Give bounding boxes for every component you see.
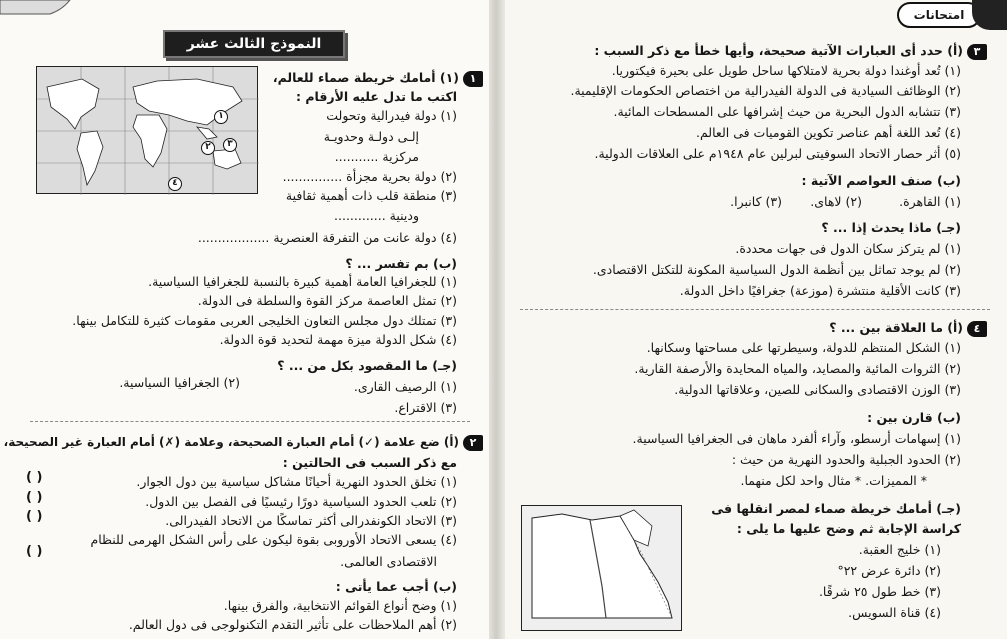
answer-paren: ( ) [26, 509, 43, 524]
q3-number-badge: ٣ [967, 44, 987, 60]
q1-b-header: (ب) بم تفسر ... ؟ [345, 256, 457, 271]
q1-item: ودينية ............. [334, 208, 419, 223]
q3-b-item: (٣) كانبرا. [730, 194, 782, 209]
q3-b-header: (ب) صنف العواصم الآتية : [801, 173, 961, 188]
q1-c-header: (جـ) ما المقصود بكل من ... ؟ [277, 358, 457, 373]
q4-b-item: (٢) الحدود الجبلية والحدود النهرية من حيث : [731, 452, 961, 467]
q3-c-header: (جـ) ماذا يحدث إذا ... ؟ [821, 220, 961, 235]
q4-number-badge: ٤ [967, 321, 987, 337]
book-gutter [489, 0, 505, 639]
q1-item: (١) دولة فيدرالية وتحولت [326, 108, 457, 123]
q1-item: (٣) منطقة قلب ذات أهمية ثقافية [285, 188, 457, 203]
q1-prompt-text: أمامك خريطة صماء للعالم، [272, 70, 436, 85]
q4-c-item: (٣) خط طول ٢٥ شرقًا. [818, 584, 941, 599]
q2-item: (٤) يسعى الاتحاد الأوروبى بقوة ليكون على رأس الشكل الهرمى للنظام [90, 532, 457, 547]
answer-paren: ( ) [26, 470, 43, 485]
section-divider [30, 421, 470, 422]
q3-b-item: (٢) لاهاى. [810, 194, 862, 209]
q1-c-item: (٣) الاقتراع. [394, 400, 457, 415]
section-divider [520, 309, 990, 310]
map-marker-1: ١ [214, 110, 228, 124]
q1-instruction: اكتب ما تدل عليه الأرقام : [296, 89, 457, 104]
q2-prompt-text: (أ) ضع علامة (✓) أمام العبارة الصحيحة، وعلامة (✗) أمام العبارة غير الصحيحة، [3, 435, 459, 449]
q3-c-item: (٢) لم يوجد تماثل بين أنظمة الدول السياسية المكونة للتكتل الاقتصادى. [592, 262, 961, 277]
q4-c-item: (١) خليج العقبة. [858, 542, 941, 557]
answer-paren: ( ) [26, 490, 43, 505]
map-marker-3: ٣ [223, 138, 237, 152]
q1-item: إلـى دولـة وحدويـة [323, 129, 419, 144]
q3-prompt [594, 42, 987, 60]
q3-item: (١) تُعد أوغندا دولة بحرية لامتلاكها ساحل طويل على بحيرة فيكتوريا. [611, 63, 961, 78]
q3-c-item: (١) لم يتركز سكان الدول فى جهات محددة. [735, 241, 961, 256]
answer-paren: ( ) [26, 544, 43, 559]
q4-c-header-2: كراسة الإجابة ثم وضح عليها ما يلى : [736, 521, 961, 536]
q3-b-item: (١) القاهرة. [899, 194, 961, 209]
left-page [0, 0, 496, 639]
q3-item: (٥) أثر حصار الاتحاد السوفيتى لبرلين عام ١٩٤٨م على العلاقات الدولية. [594, 146, 961, 161]
q4-c-item: (٢) دائرة عرض ٢٢° [837, 563, 941, 578]
q2-item: (١) تخلق الحدود النهرية أحيانًا مشاكل سياسية بين دول الجوار. [136, 474, 457, 489]
q1-number-badge: ١ [463, 71, 483, 87]
q1-prompt: ١(١) أمامك خريطة صماء للعالم، [273, 69, 483, 87]
q1-c-item: (١) الرصيف القارى. [353, 379, 457, 394]
q1-item: (٢) دولة بحرية مجزأة ............... [282, 169, 457, 184]
q4-c-header: (جـ) أمامك خريطة صماء لمصر انقلها فى [711, 501, 961, 516]
q4-b-header: (ب) قارن بين : [867, 410, 961, 425]
q2-item: (٢) تلعب الحدود السياسية دورًا رئيسيًا فى الفصل بين الدول. [145, 494, 457, 509]
map-marker-4: ٤ [168, 177, 182, 191]
map-marker-2: ٢ [201, 141, 215, 155]
corner-decoration [0, 0, 80, 18]
q2-prompt [4, 433, 483, 451]
q3-c-item: (٣) كانت الأقلية منتشرة (موزعة) جغرافيًا داخل الدولة. [679, 283, 961, 298]
q4-b-item: (١) إسهامات أرسطو، وآراء ألفرد ماهان فى الجغرافيا السياسية. [632, 431, 961, 446]
q1-b-item: (٣) تمتلك دول مجلس التعاون الخليجى العربى مقومات كثيرة للتكامل بينها. [72, 313, 457, 328]
q3-item: (٤) تُعد اللغة أهم عناصر تكوين القوميات فى العالم. [696, 125, 961, 140]
q1-b-item: (١) للجغرافيا العامة أهمية كبيرة بالنسبة للجغرافيا السياسية. [148, 274, 457, 289]
q1-b-item: (٤) شكل الدولة ميزة مهمة لتحديد قوة الدولة. [219, 332, 457, 347]
q2-b-item: (٢) أهم الملاحظات على تأثير التقدم التكنولوجى فى دول العالم. [128, 617, 457, 632]
world-map [36, 66, 258, 194]
q2-b-item: (١) وضح أنواع القوائم الانتخابية، والفرق بينها. [223, 598, 457, 613]
q1-item: مركزية ........... [334, 149, 419, 164]
tab-corner-decoration [972, 0, 1007, 30]
q3-prompt-text: (أ) حدد أى العبارات الآتية صحيحة، وأيها خطأ مع ذكر السبب : [594, 43, 963, 58]
q2-number-badge: ٢ [463, 435, 483, 451]
model-title: النموذج الثالث عشر [163, 30, 345, 58]
q4-item: (٣) الوزن الاقتصادى والسكانى للصين، وعلاقاتها الدولية. [674, 382, 961, 397]
q3-item: (٢) الوظائف السيادية فى الدولة الفيدرالية من اختصاص الحكومات الإقليمية. [570, 83, 961, 98]
exams-tab-label: امتحانات [897, 2, 981, 28]
q4-item: (١) الشكل المنتظم للدولة، وسيطرتها على مساحتها وسكانها. [646, 340, 961, 355]
q4-prompt-text: (أ) ما العلاقة بين ... ؟ [829, 320, 963, 335]
q1-c-item: (٢) الجغرافيا السياسية. [119, 375, 240, 390]
q2-item: (٣) الاتحاد الكونفدرالى أكثر تماسكًا من الاتحاد الفيدرالى. [165, 513, 457, 528]
q4-c-item: (٤) قناة السويس. [848, 605, 941, 620]
q1-b-item: (٢) تمثل العاصمة مركز القوة والسلطة فى الدولة. [197, 293, 457, 308]
q4-b-item: * المميزات. * مثال واحد لكل منهما. [740, 473, 927, 488]
q4-item: (٢) الثروات المائية والمصايد، والمياه المحايدة والأرصفة القارية. [634, 361, 961, 376]
egypt-map [521, 505, 682, 631]
q2-prompt-2: مع ذكر السبب فى الحالتين : [282, 455, 457, 470]
q4-prompt [829, 319, 987, 337]
q2-item: الاقتصادى العالمى. [340, 554, 437, 569]
q2-b-header: (ب) أجب عما يأتى : [335, 579, 457, 594]
q1-item: (٤) دولة عانت من التفرقة العنصرية .................. [197, 230, 457, 245]
q3-item: (٣) تتشابه الدول البحرية من حيث إشرافها على المسطحات المائية. [613, 104, 961, 119]
